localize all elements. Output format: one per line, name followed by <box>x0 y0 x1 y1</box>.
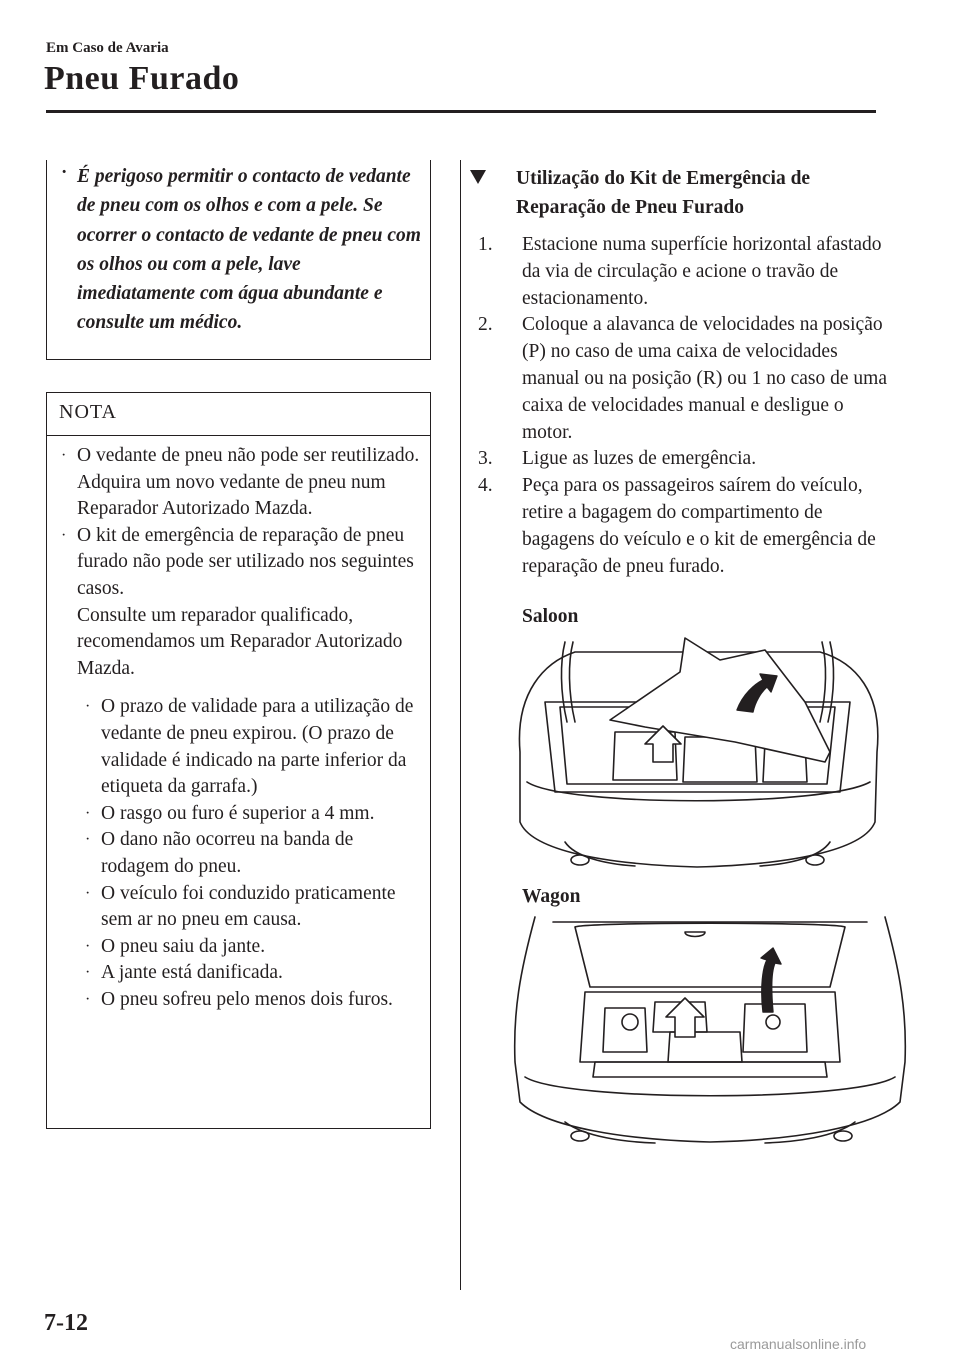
section-heading-text: Utilização do Kit de Emergência de Reparação de Pneu Furado <box>516 168 811 218</box>
warning-box <box>46 160 431 360</box>
page-title: Pneu Furado <box>44 60 240 97</box>
chapter-label: Em Caso de Avaria <box>46 40 169 56</box>
page-number: 7-12 <box>44 1310 88 1336</box>
step-item <box>478 446 888 473</box>
bullet-icon: · <box>85 964 91 982</box>
step-item <box>478 312 888 446</box>
step-number: 1. <box>478 234 493 255</box>
note-subitem-text: O dano não ocorreu na banda de rodagem do pneu. <box>101 829 354 877</box>
note-item-text: O vedante de pneu não pode ser reutilizado. Adquira um novo vedante de pneu num Reparador Autorizado Mazda. <box>77 445 420 520</box>
wagon-label: Wagon <box>522 886 581 907</box>
bullet-icon: · <box>85 831 91 849</box>
title-rule <box>46 110 876 113</box>
bullet-icon: · <box>85 698 91 716</box>
step-text: Coloque a alavanca de velocidades na posição (P) no caso de uma caixa de velocidades manual ou na posição (R) ou 1 no caso de uma caixa de velocidades manual e desligue o motor. <box>522 314 887 443</box>
step-number: 3. <box>478 448 493 470</box>
step-number: 4. <box>478 475 493 497</box>
bullet-icon: · <box>61 447 67 464</box>
watermark: carmanualsonline.info <box>730 1336 867 1352</box>
step-text: Peça para os passageiros saírem do veículo, retire a bagagem do compartimento de bagagens do veículo e o kit de emergência de reparação de pneu furado. <box>522 475 876 577</box>
wagon-trunk-illustration <box>505 912 915 1152</box>
step-list <box>478 232 888 580</box>
note-subitem <box>85 801 426 828</box>
bullet-icon: · <box>85 804 91 822</box>
note-item-text: O kit de emergência de reparação de pneu furado não pode ser utilizado nos seguintes casos. <box>77 524 414 599</box>
note-item <box>61 443 422 523</box>
note-heading: NOTA <box>59 401 117 423</box>
note-subitem-text: O prazo de validade para a utilização de vedante de pneu expirou. (O prazo de validade é indicado na parte inferior da etiqueta da garrafa.) <box>101 696 414 798</box>
note-subitem-text: O pneu saiu da jante. <box>101 935 266 957</box>
note-item-text: Consulte um reparador qualificado, recomendamos um Reparador Autorizado Mazda. <box>77 604 403 679</box>
saloon-trunk-illustration <box>505 632 890 882</box>
note-subitem <box>85 934 426 961</box>
saloon-label: Saloon <box>522 606 579 627</box>
note-subitem <box>85 827 426 880</box>
column-divider <box>460 160 461 1290</box>
note-item-continuation <box>77 603 422 683</box>
note-subitem <box>85 881 426 934</box>
step-text: Estacione numa superfície horizontal afastado da via de circulação e acione o travão de estacionamento. <box>522 234 882 309</box>
note-subitem <box>85 987 426 1014</box>
note-subitem <box>85 694 426 800</box>
bullet-icon: · <box>61 162 68 183</box>
note-list <box>47 437 430 1013</box>
step-item <box>478 473 888 580</box>
step-number: 2. <box>478 314 493 336</box>
note-item <box>61 523 422 603</box>
bullet-icon: · <box>85 884 91 902</box>
warning-text: É perigoso permitir o contacto de vedante de pneu com os olhos e com a pele. Se ocorrer o contacto de vedante de pneu com os olhos ou com a pele, lave imediatamente com água abundante e consulte um médico. <box>77 166 421 334</box>
step-item <box>478 232 888 312</box>
bullet-icon: · <box>85 937 91 955</box>
note-box <box>46 392 431 1129</box>
note-subitem-text: O veículo foi conduzido praticamente sem ar no pneu em causa. <box>101 882 396 931</box>
note-subitem-text: A jante está danificada. <box>101 962 283 984</box>
bullet-icon: · <box>61 526 67 544</box>
note-subitem-text: O rasgo ou furo é superior a 4 mm. <box>101 802 375 824</box>
bullet-icon: · <box>85 990 91 1008</box>
step-text: Ligue as luzes de emergência. <box>522 448 757 470</box>
triangle-down-icon <box>470 170 486 184</box>
note-subitem <box>85 960 426 987</box>
note-subitem-text: O pneu sofreu pelo menos dois furos. <box>101 988 393 1010</box>
note-rule <box>47 435 430 436</box>
